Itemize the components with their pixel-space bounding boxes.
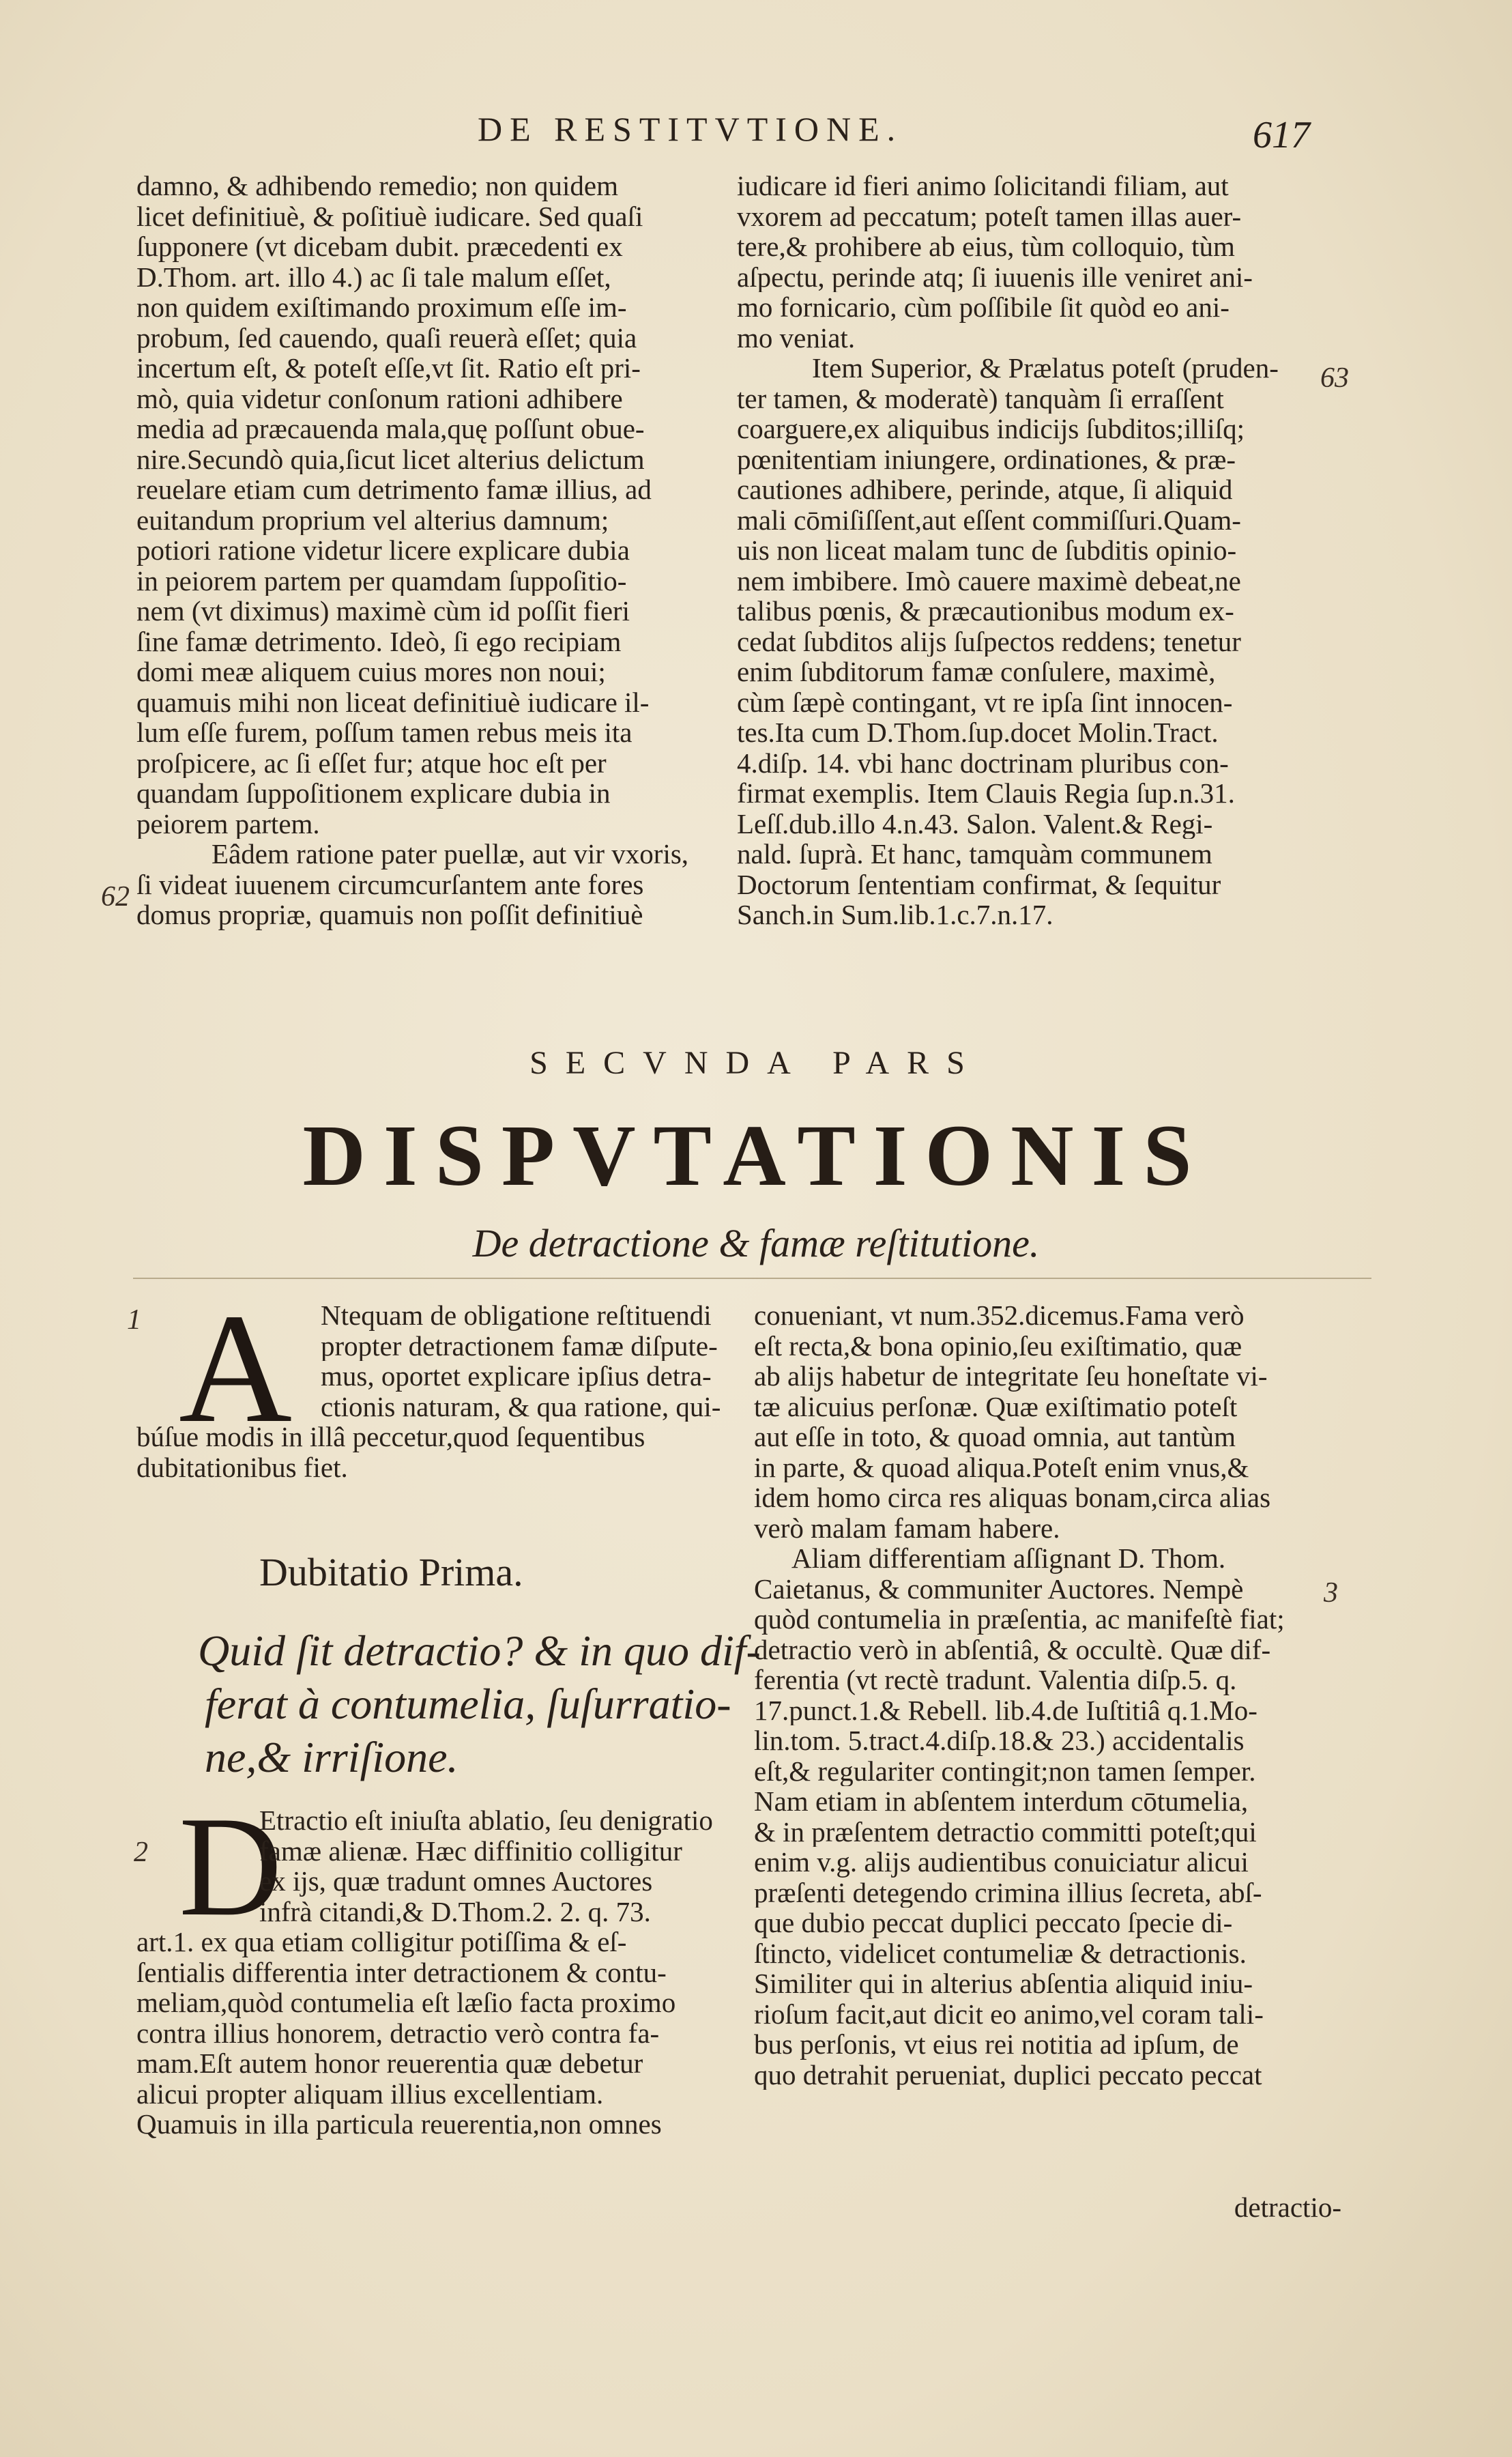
text-line: Sanch.in Sum.lib.1.c.7.n.17.	[737, 900, 1053, 930]
text-line: præſenti detegendo crimina illius ſecreta, abſ-	[754, 1877, 1262, 1908]
question-line: Quid ſit detractio? & in quo dif-	[198, 1626, 761, 1675]
running-head: DE RESTITVTIONE.	[478, 110, 903, 148]
text-line: quo detrahit perueniat, duplici peccato peccat	[754, 2059, 1262, 2090]
text-line: Aliam differentiam aſſignant D. Thom.	[791, 1543, 1226, 1574]
text-line: pœnitentiam iniungere, ordinationes, & præ-	[737, 444, 1236, 474]
text-line: 4.diſp. 14. vbi hanc doctrinam pluribus con-	[737, 747, 1229, 778]
text-line: probum, ſed cauendo, quaſi reuerà eſſet; quia	[136, 322, 637, 353]
text-line: aſpectu, perinde atq; ſi iuuenis ille veniret ani-	[737, 261, 1253, 292]
section-title: DISPVTATIONIS	[302, 1107, 1210, 1204]
margin-number-63: 63	[1320, 362, 1349, 394]
text-line: tes.Ita cum D.Thom.ſup.docet Molin.Tract.	[737, 717, 1219, 748]
text-line: famæ alienæ. Hæc diffinitio colligitur	[259, 1835, 682, 1866]
text-line: Doctorum ſententiam confirmat, & ſequitur	[737, 869, 1221, 900]
text-line: media ad præcauenda mala,quę poſſunt obue-	[136, 414, 645, 444]
text-line: ab alijs habetur de integritate ſeu honeſtate vi-	[754, 1361, 1268, 1392]
page-header	[478, 109, 1365, 157]
text-line: mali cōmiſiſſent,aut eſſent commiſſuri.Quam-	[737, 504, 1241, 535]
text-line: ex ijs, quæ tradunt omnes Auctores	[259, 1866, 653, 1897]
text-line: uis non liceat malam tunc de ſubditis opinio-	[737, 535, 1237, 566]
text-line: aut eſſe in toto, & quoad omnia, aut tantùm	[754, 1422, 1236, 1452]
margin-number-3: 3	[1324, 1577, 1338, 1609]
text-line: Leſſ.dub.illo 4.n.43. Salon. Valent.& Regi-	[737, 808, 1213, 839]
text-line: peiorem partem.	[136, 808, 320, 839]
text-line: enim ſubditorum famæ conſulere, maximè,	[737, 657, 1216, 687]
margin-number-62: 62	[101, 881, 130, 913]
text-line: potiori ratione videtur licere explicare dubia	[136, 535, 630, 566]
text-line: eſt,& regulariter contingit;non tamen ſemper.	[754, 1755, 1256, 1786]
text-line: contra illius honorem, detractio verò contra fa-	[136, 2017, 660, 2048]
text-line: búſue modis in illâ peccetur,quod ſequentibus	[136, 1422, 645, 1452]
text-line: conueniant, vt num.352.dicemus.Fama verò	[754, 1300, 1245, 1331]
text-line: Eâdem ratione pater puellæ, aut vir vxoris,	[212, 839, 689, 870]
text-line: dubitationibus fiet.	[136, 1452, 348, 1482]
text-line: verò malam famam habere.	[754, 1512, 1060, 1543]
text-line: in parte, & quoad aliqua.Poteſt enim vnus,&	[754, 1452, 1249, 1482]
text-line: proſpicere, ac ſi eſſet fur; atque hoc eſt per	[136, 747, 607, 778]
text-line: incertum eſt, & poteſt eſſe,vt ſit. Ratio eſt pri-	[136, 353, 641, 384]
text-line: rioſum facit,aut dicit eo animo,vel coram tali-	[754, 1998, 1264, 2029]
text-line: Caietanus, & communiter Auctores. Nempè	[754, 1573, 1244, 1604]
text-line: iudicare id fieri animo ſolicitandi filiam, aut	[737, 171, 1229, 201]
text-line: nire.Secundò quia,ſicut licet alterius delictum	[136, 444, 645, 474]
dropcap-d: D	[179, 1787, 282, 1946]
text-line: Ntequam de obligatione reſtituendi	[321, 1300, 712, 1331]
text-line: coarguere,ex aliquibus indicijs ſubditos;illiſq;	[737, 414, 1245, 444]
text-line: meliam,quòd contumelia eſt læſio facta proximo	[136, 1987, 676, 2018]
text-line: damno, & adhibendo remedio; non quidem	[136, 171, 618, 201]
text-line: art.1. ex qua etiam colligitur potiſſima & eſ-	[136, 1927, 627, 1957]
text-line: mo veniat.	[737, 322, 856, 353]
text-line: quòd contumelia in præſentia, ac manifeſtè fiat;	[754, 1604, 1285, 1635]
text-line: in peiorem partem per quamdam ſuppoſitio-	[136, 565, 627, 596]
text-line: ter tamen, & moderatè) tanquàm ſi erraſſent	[737, 383, 1224, 414]
text-line: 17.punct.1.& Rebell. lib.4.de Iuſtitiâ q.1.Mo-	[754, 1695, 1257, 1725]
text-line: mo fornicario, cùm poſſibile ſit quòd eo ani-	[737, 292, 1230, 323]
text-line: lin.tom. 5.tract.4.diſp.18.& 23.) accidentalis	[754, 1725, 1245, 1756]
definition-paragraph	[136, 1787, 737, 2140]
text-line: cedat ſubditos alijs ſuſpectos reddens; tenetur	[737, 626, 1241, 657]
text-line: mus, oportet explicare ipſius detra-	[321, 1361, 712, 1392]
text-line: nald. ſuprà. Et hanc, tamquàm communem	[737, 839, 1212, 870]
bottom-right-column	[754, 1300, 1361, 2090]
text-line: D.Thom. art. illo 4.) ac ſi tale malum eſſet,	[136, 261, 611, 292]
text-line: domus propriæ, quamuis non poſſit definitiuè	[136, 900, 643, 930]
text-line: idem homo circa res aliquas bonam,circa alias	[754, 1482, 1271, 1513]
text-line: lum eſſe furem, poſſum tamen rebus meis ita	[136, 717, 633, 748]
top-right-column	[737, 171, 1331, 930]
text-line: ferentia (vt rectè tradunt. Valentia diſp.5. q.	[754, 1665, 1237, 1695]
text-line: eſt recta,& bona opinio,ſeu exiſtimatio, quæ	[754, 1330, 1242, 1361]
dropcap-a: A	[179, 1281, 293, 1455]
text-line: non quidem exiſtimando proximum eſſe im-	[136, 292, 627, 323]
text-line: ſtincto, videlicet contumeliæ & detractionis.	[754, 1938, 1247, 1968]
text-line: euitandum proprium vel alterius damnum;	[136, 504, 609, 535]
text-line: mò, quia videtur conſonum rationi adhibere	[136, 383, 623, 414]
text-line: vxorem ad peccatum; poteſt tamen illas auer-	[737, 201, 1242, 231]
text-line: tere,& prohibere ab eius, tùm colloquio, tùm	[737, 231, 1235, 262]
text-line: Similiter qui in alterius abſentia aliquid iniu-	[754, 1968, 1253, 1999]
text-line: Quamuis in illa particula reuerentia,non omnes	[136, 2109, 662, 2140]
text-line: domi meæ aliquem cuius mores non noui;	[136, 657, 606, 687]
text-line: que dubio peccat duplici peccato ſpecie di-	[754, 1908, 1233, 1938]
text-line: ſine famæ detrimento. Ideò, ſi ego recipiam	[136, 626, 622, 657]
section-divider	[133, 1278, 1371, 1279]
text-line: Item Superior, & Prælatus poteſt (pruden-	[812, 353, 1279, 384]
text-line: cùm ſæpè contingant, vt re ipſa ſint innocen-	[737, 687, 1233, 717]
text-line: ſi videat iuuenem circumcurſantem ante fores	[136, 869, 644, 900]
section-subtitle: SECVNDA PARS	[529, 1045, 983, 1081]
text-line: alicui propter aliquam illius excellentiam.	[136, 2078, 604, 2109]
section-italic-title: De detractione & famæ reſtitutione.	[472, 1221, 1040, 1265]
intro-paragraph	[136, 1281, 737, 1482]
text-line: propter detractionem famæ diſpute-	[321, 1330, 718, 1361]
text-line: & in præſentem detractio committi poteſt;qui	[754, 1816, 1257, 1847]
text-line: Etractio eſt iniuſta ablatio, ſeu denigratio	[259, 1805, 713, 1836]
text-line: Nam etiam in abſentem interdum cōtumelia,	[754, 1786, 1249, 1817]
dubitatio-heading: Dubitatio Prima.	[259, 1550, 523, 1594]
text-line: tæ alicuius perſonæ. Quæ exiſtimatio poteſt	[754, 1391, 1238, 1422]
margin-number-2: 2	[134, 1837, 148, 1868]
margin-number-1: 1	[127, 1304, 141, 1336]
question-line: ne,& irriſione.	[205, 1733, 459, 1781]
text-line: ſupponere (vt dicebam dubit. præcedenti ex	[136, 231, 623, 262]
text-line: quamuis mihi non liceat definitiuè iudicare il-	[136, 687, 650, 717]
question-line: ferat à contumelia, ſuſurratio-	[205, 1680, 731, 1728]
question-heading	[136, 1624, 761, 1784]
text-line: detractio verò in abſentiâ, & occultè. Quæ dif-	[754, 1634, 1271, 1665]
text-line: licet definitiuè, & poſitiuè iudicare. Sed quaſi	[136, 201, 643, 231]
top-left-column	[136, 171, 723, 930]
text-line: nem imbibere. Imò cauere maximè debeat,ne	[737, 565, 1241, 596]
text-line: enim v.g. alijs audientibus conuiciatur alicui	[754, 1847, 1249, 1878]
text-line: nem (vt diximus) maximè cùm id poſſit fieri	[136, 596, 630, 627]
text-line: quandam ſuppoſitionem explicare dubia in	[136, 778, 611, 809]
text-line: bus perſonis, vt eius rei notitia ad ipſum, de	[754, 2029, 1239, 2060]
text-line: mam.Eſt autem honor reuerentia quæ debetur	[136, 2048, 643, 2079]
catchword: detractio-	[1234, 2192, 1341, 2223]
text-line: firmat exemplis. Item Clauis Regia ſup.n.31.	[737, 778, 1235, 809]
text-line: reuelare etiam cum detrimento famæ illius, ad	[136, 474, 652, 505]
page-number: 617	[1253, 114, 1310, 156]
text-line: ctionis naturam, & qua ratione, qui-	[321, 1391, 721, 1422]
text-line: ſentialis differentia inter detractionem & contu-	[136, 1957, 667, 1987]
text-line: cautiones adhibere, perinde, atque, ſi aliquid	[737, 474, 1233, 505]
text-line: talibus pœnis, & præcautionibus modum ex-	[737, 596, 1234, 627]
text-line: infrà citandi,& D.Thom.2. 2. q. 73.	[259, 1896, 651, 1927]
